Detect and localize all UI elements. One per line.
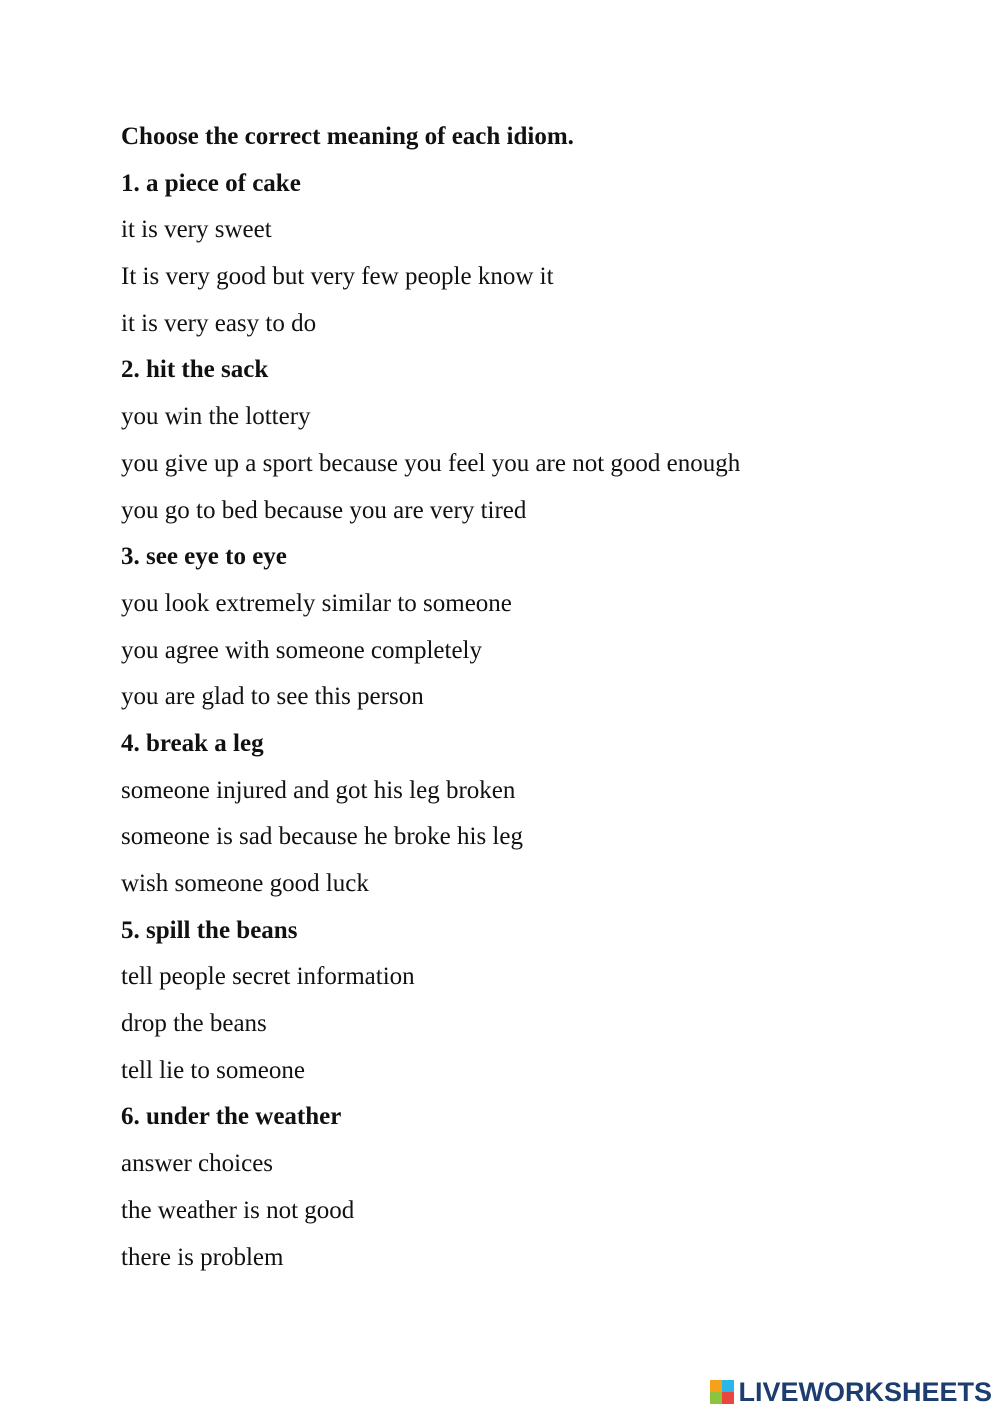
answer-option[interactable]: tell people secret information — [121, 963, 415, 991]
instruction: Choose the correct meaning of each idiom. — [121, 123, 574, 150]
answer-option[interactable]: you go to bed because you are very tired — [121, 496, 527, 524]
question-title: 1. a piece of cake — [121, 169, 301, 197]
answer-option[interactable]: it is very easy to do — [121, 309, 317, 337]
answer-option[interactable]: the weather is not good — [121, 1196, 355, 1224]
liveworksheets-logo[interactable] — [710, 1375, 992, 1409]
question-title: 3. see eye to eye — [121, 543, 287, 571]
answer-option[interactable]: someone injured and got his leg broken — [121, 776, 516, 804]
answer-option[interactable]: there is problem — [121, 1243, 284, 1271]
question-title: 6. under the weather — [121, 1103, 342, 1131]
answer-option[interactable]: you win the lottery — [121, 403, 311, 431]
answer-option[interactable]: drop the beans — [121, 1010, 267, 1038]
question-title: 2. hit the sack — [121, 356, 269, 384]
answer-option[interactable]: answer choices — [121, 1150, 274, 1178]
answer-option[interactable]: wish someone good luck — [121, 870, 369, 897]
question-title: 4. break a leg — [121, 729, 264, 757]
answer-option[interactable]: someone is sad because he broke his leg — [121, 823, 523, 851]
answer-option[interactable]: tell lie to someone — [121, 1056, 305, 1084]
answer-option[interactable]: It is very good but very few people know it — [121, 263, 554, 291]
answer-option[interactable]: you are glad to see this person — [121, 683, 424, 711]
answer-option[interactable]: you give up a sport because you feel you are not good enough — [121, 449, 741, 477]
logo-text: LIVEWORKSHEETS — [738, 1376, 992, 1407]
answer-option[interactable]: it is very sweet — [121, 216, 272, 244]
answer-option[interactable]: you agree with someone completely — [121, 636, 482, 664]
liveworksheets-logo-icon — [710, 1380, 734, 1404]
worksheet — [121, 118, 941, 1285]
answer-option[interactable]: you look extremely similar to someone — [121, 589, 512, 617]
question-title: 5. spill the beans — [121, 916, 298, 944]
